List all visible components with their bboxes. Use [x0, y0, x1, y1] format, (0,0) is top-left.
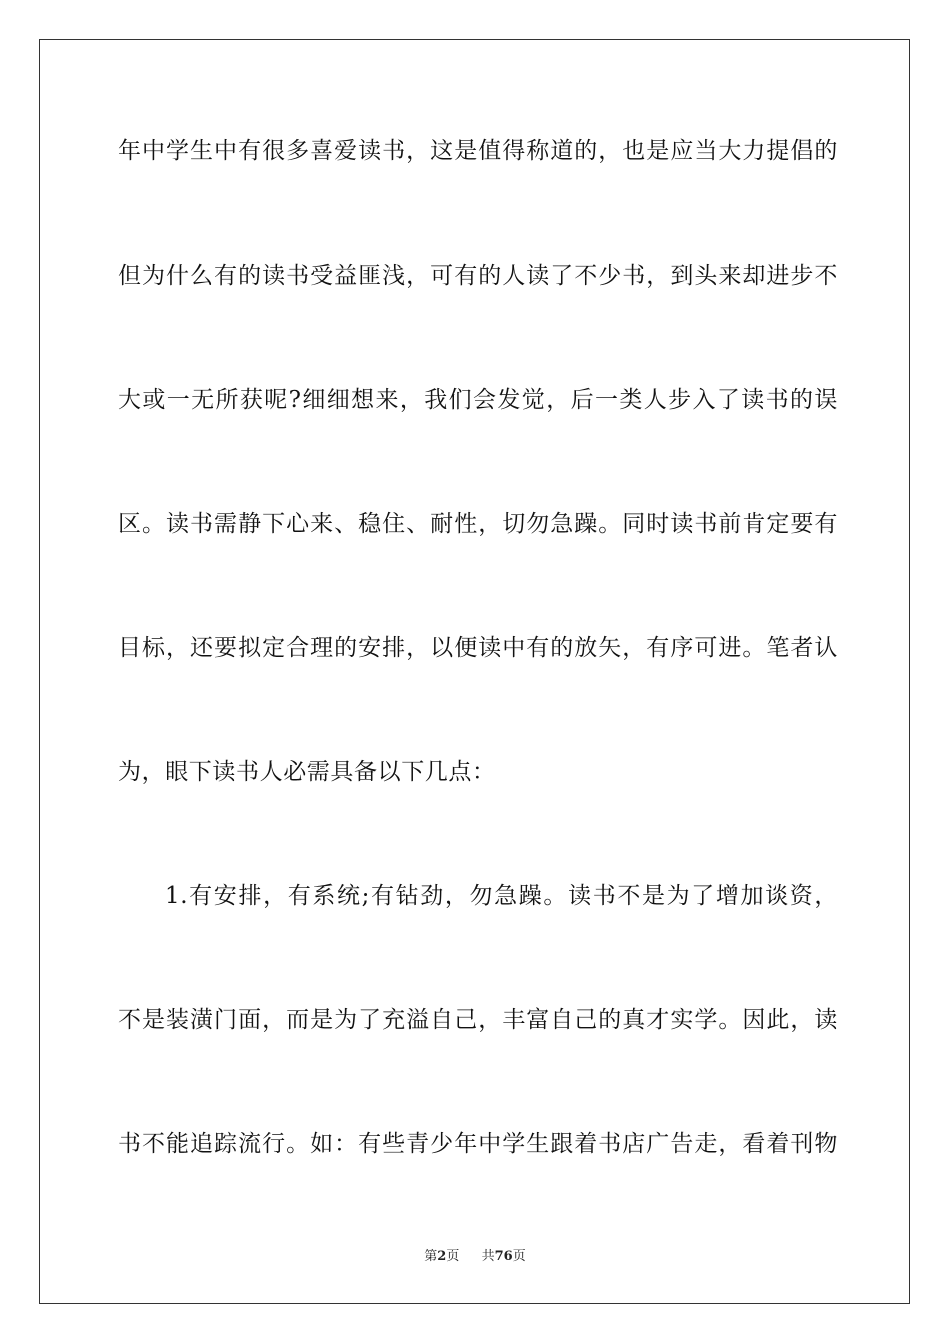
page-border — [39, 39, 910, 1304]
page-number: 2 — [437, 1249, 447, 1264]
body-text-line-9: 书不能追踪流行。如：有些青少年中学生跟着书店广告走，看着刊物 — [118, 1131, 838, 1157]
body-text-line-6: 为，眼下读书人必需具备以下几点： — [118, 759, 496, 785]
body-text-line-5: 目标，还要拟定合理的安排，以便读中有的放矢，有序可进。笔者认 — [118, 635, 838, 661]
body-text-line-7: 1.有安排，有系统;有钻劲，勿急躁。读书不是为了增加谈资， — [165, 883, 838, 909]
total-prefix: 共 — [481, 1249, 495, 1264]
body-text-line-2: 但为什么有的读书受益匪浅，可有的人读了不少书，到头来却进步不 — [118, 263, 838, 289]
body-text-line-4: 区。读书需静下心来、稳住、耐性，切勿急躁。同时读书前肯定要有 — [118, 511, 838, 537]
total-suffix: 页 — [512, 1249, 526, 1264]
page-suffix: 页 — [446, 1249, 460, 1264]
total-pages-number: 76 — [494, 1249, 513, 1264]
body-text-line-3: 大或一无所获呢?细细想来，我们会发觉，后一类人步入了读书的误 — [118, 387, 838, 413]
page-prefix: 第 — [424, 1249, 438, 1264]
body-text-line-1: 年中学生中有很多喜爱读书，这是值得称道的，也是应当大力提倡的 — [118, 138, 838, 164]
page-footer — [0, 1248, 950, 1266]
page-indicator — [424, 1248, 459, 1266]
body-text-line-8: 不是装潢门面，而是为了充溢自己，丰富自己的真才实学。因此，读 — [118, 1007, 838, 1033]
total-pages-indicator — [482, 1248, 526, 1266]
